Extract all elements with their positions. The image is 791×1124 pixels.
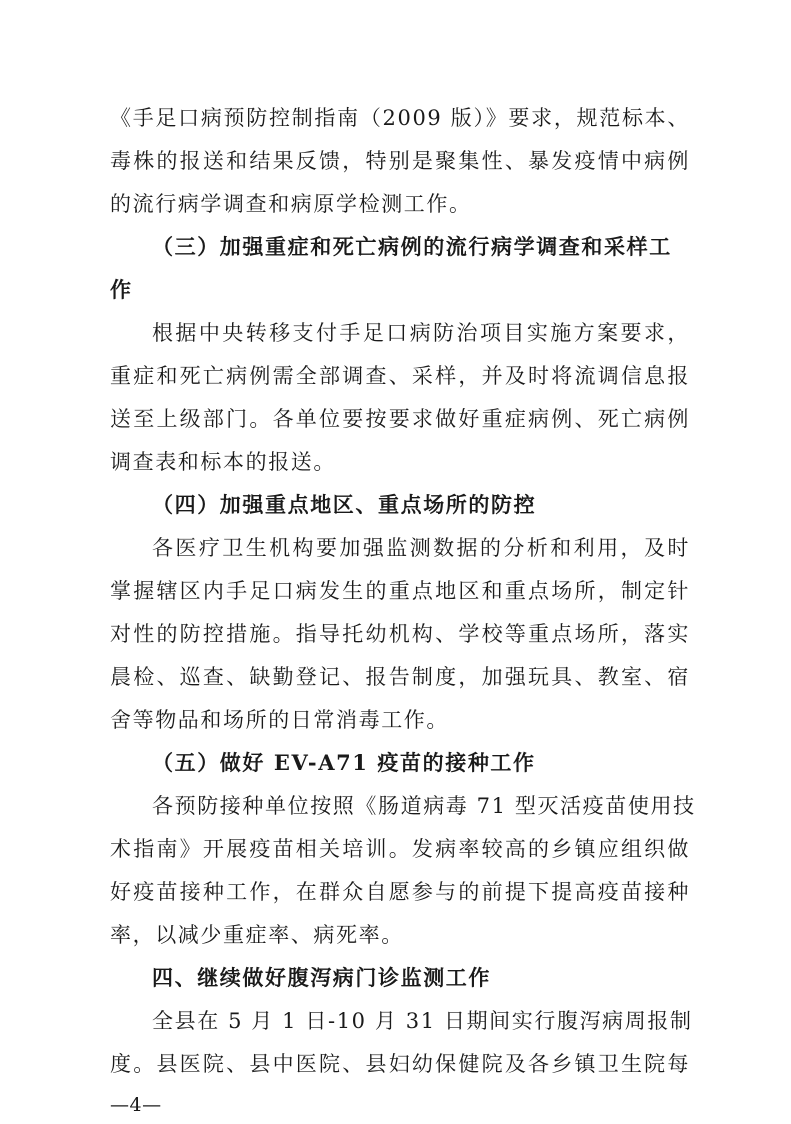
chapter-heading-4: 四、继续做好腹泻病门诊监测工作 [152,966,491,990]
body-text-line: 各医疗卫生机构要加强监测数据的分析和利用，及时 [152,536,690,560]
section-heading-4: （四）加强重点地区、重点场所的防控 [152,492,537,517]
body-text-line: 舍等物品和场所的日常消毒工作。 [110,708,449,732]
body-text-line: 各预防接种单位按照《肠道病毒 71 型灭活疫苗使用技 [152,794,696,818]
body-text-line: 晨检、巡查、缺勤登记、报告制度，加强玩具、教室、宿 [110,665,690,689]
body-text-line: 调查表和标本的报送。 [110,450,336,474]
body-text-line: 重症和死亡病例需全部调查、采样，并及时将流调信息报 [110,364,690,388]
body-text-line: 根据中央转移支付手足口病防治项目实施方案要求， [152,321,690,345]
page-number: —4— [110,1094,162,1116]
body-text-line: 的流行病学调查和病原学检测工作。 [110,192,472,216]
body-text-line: 术指南》开展疫苗相关培训。发病率较高的乡镇应组织做 [110,837,690,861]
body-text-line: 《手足口病预防控制指南（2009 版）》要求，规范标本、 [110,106,690,130]
body-text-line: 全县在 5 月 1 日-10 月 31 日期间实行腹泻病周报制 [152,1009,693,1033]
body-text-line: 率，以减少重症率、病死率。 [110,923,404,947]
section-heading-5: （五）做好 EV-A71 疫苗的接种工作 [152,750,536,775]
body-text-line: 毒株的报送和结果反馈，特别是聚集性、暴发疫情中病例 [110,149,690,173]
body-text-line: 好疫苗接种工作，在群众自愿参与的前提下提高疫苗接种 [110,880,690,904]
body-text-line: 掌握辖区内手足口病发生的重点地区和重点场所，制定针 [110,579,690,603]
section-heading-3: （三）加强重症和死亡病例的流行病学调查和采样工 [152,234,672,259]
body-text-line: 度。县医院、县中医院、县妇幼保健院及各乡镇卫生院每 [110,1052,690,1076]
body-text-line: 对性的防控措施。指导托幼机构、学校等重点场所，落实 [110,622,690,646]
body-text-line: 送至上级部门。各单位要按要求做好重症病例、死亡病例 [110,407,690,431]
section-heading-3-continued: 作 [110,277,133,302]
